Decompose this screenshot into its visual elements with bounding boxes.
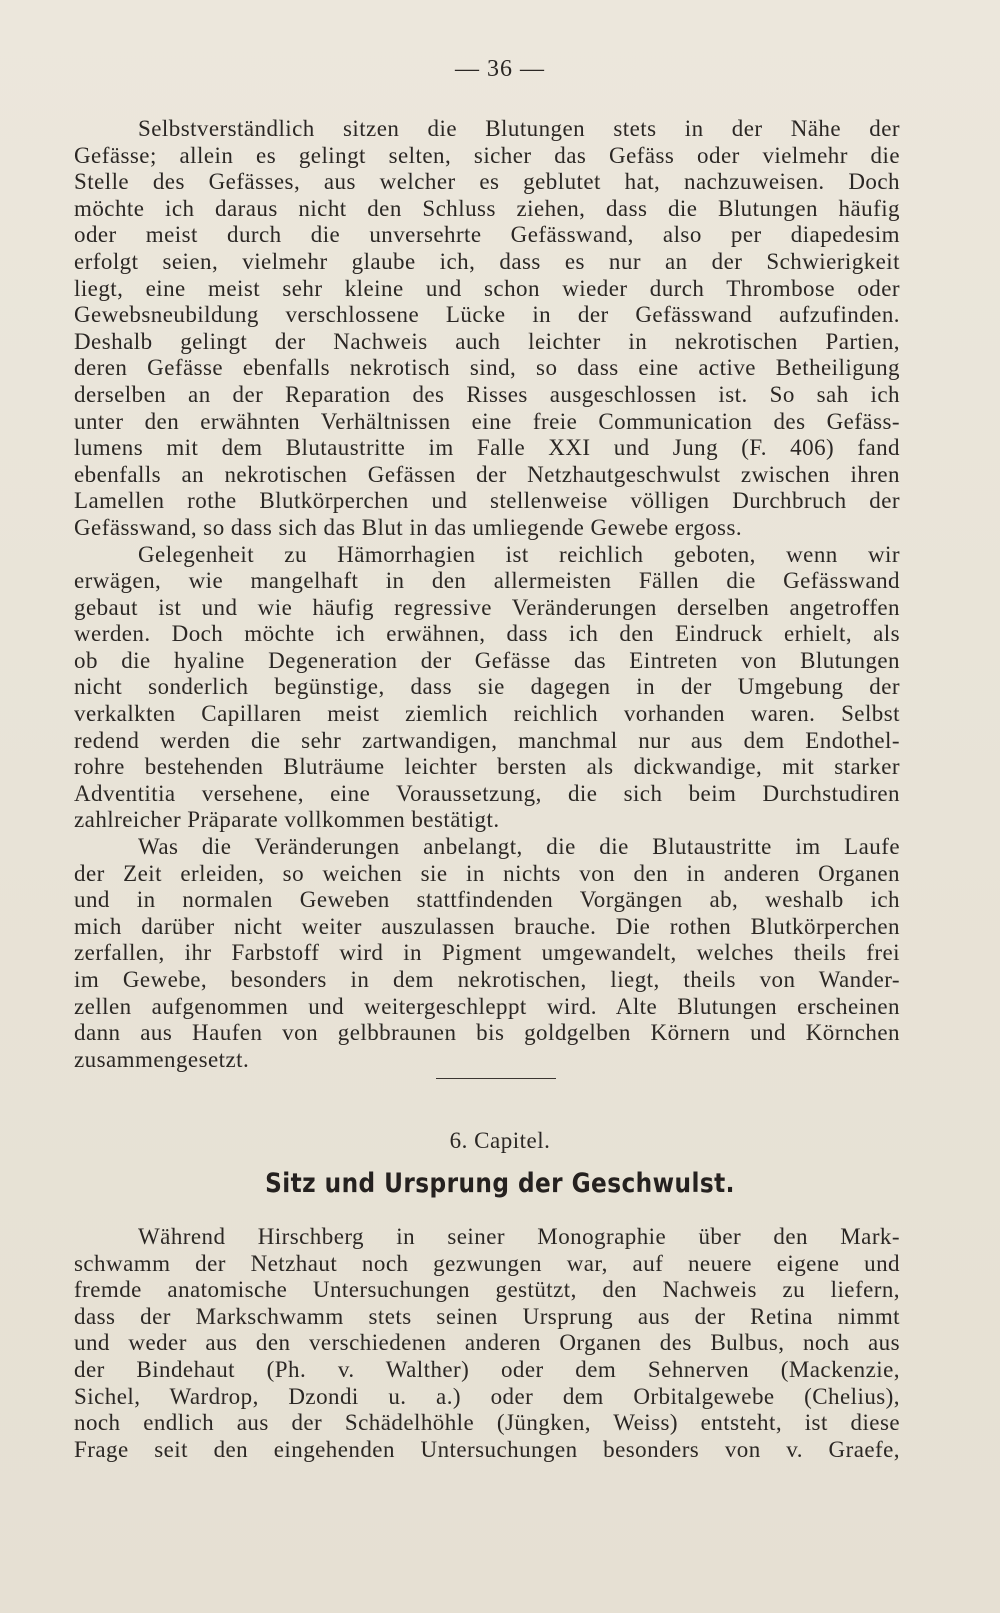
- text-line: Frage seit den eingehenden Untersuchungen besonders von v. Graefe,: [74, 1436, 900, 1462]
- text-line: redend werden die sehr zartwandigen, manchmal nur aus dem Endothel-: [74, 727, 900, 753]
- text-line: erwägen, wie mangelhaft in den allermeisten Fällen die Gefässwand: [74, 568, 900, 594]
- text-line: rohre bestehenden Bluträume leichter bersten als dickwandige, mit starker: [74, 754, 900, 780]
- text-line: und in normalen Geweben stattfindenden Vorgängen ab, weshalb ich: [74, 887, 900, 913]
- text-line: gebaut ist und wie häufig regressive Veränderungen derselben angetroffen: [74, 594, 900, 620]
- text-line: nicht sonderlich begünstige, dass sie dagegen in der Umgebung der: [74, 674, 900, 700]
- text-line: liegt, eine meist sehr kleine und schon wieder durch Thrombose oder: [74, 275, 900, 301]
- text-line: Während Hirschberg in seiner Monographie über den Mark-: [138, 1224, 900, 1249]
- text-line: dass der Markschwamm stets seinen Ursprung aus der Retina nimmt: [74, 1303, 900, 1329]
- body-text-bottom: [74, 1224, 900, 1463]
- text-line: Gefässe; allein es gelingt selten, sicher das Gefäss oder vielmehr die: [74, 142, 900, 168]
- paragraph-1: [74, 116, 900, 542]
- paragraph-2: [74, 542, 900, 835]
- text-line: ob die hyaline Degeneration der Gefässe das Eintreten von Blutungen: [74, 647, 900, 673]
- text-line: schwamm der Netzhaut noch gezwungen war, auf neuere eigene und: [74, 1250, 900, 1276]
- text-line: zahlreicher Präparate vollkommen bestätigt.: [74, 807, 500, 833]
- text-line: Selbstverständlich sitzen die Blutungen stets in der Nähe der: [138, 116, 900, 141]
- text-line: noch endlich aus der Schädelhöhle (Jüngken, Weiss) entsteht, ist diese: [74, 1410, 900, 1436]
- text-line: Adventitia versehene, eine Voraussetzung, die sich beim Durchstudiren: [74, 780, 900, 806]
- text-line: fremde anatomische Untersuchungen gestützt, den Nachweis zu liefern,: [74, 1277, 900, 1303]
- text-line: deren Gefässe ebenfalls nekrotisch sind, so dass eine active Betheiligung: [74, 355, 900, 381]
- text-line: lumens mit dem Blutaustritte im Falle XXI und Jung (F. 406) fand: [74, 435, 900, 461]
- text-line: Gefässwand, so dass sich das Blut in das umliegende Gewebe ergoss.: [74, 514, 743, 540]
- text-line: werden. Doch möchte ich erwähnen, dass ich den Eindruck erhielt, als: [74, 621, 900, 647]
- text-line: Stelle des Gefässes, aus welcher es geblutet hat, nachzuweisen. Doch: [74, 169, 900, 195]
- paragraph-3: [74, 834, 900, 1073]
- paragraph-4: [74, 1224, 900, 1463]
- text-line: dann aus Haufen von gelbbraunen bis goldgelben Körnern und Körnchen: [74, 1020, 900, 1046]
- text-line: Gelegenheit zu Hämorrhagien ist reichlich geboten, wenn wir: [138, 541, 900, 567]
- chapter-title: Sitz und Ursprung der Geschwulst.: [265, 1168, 735, 1199]
- text-line: der Zeit erleiden, so weichen sie in nichts von den in anderen Organen: [74, 860, 900, 886]
- text-line: zellen aufgenommen und weitergeschleppt wird. Alte Blutungen erscheinen: [74, 993, 900, 1019]
- text-line: oder meist durch die unversehrte Gefässwand, also per diapedesim: [74, 222, 900, 248]
- text-line: möchte ich daraus nicht den Schluss ziehen, dass die Blutungen häufig: [74, 195, 900, 221]
- body-text-top: [74, 116, 900, 1073]
- text-line: im Gewebe, besonders in dem nekrotischen, liegt, theils von Wander-: [74, 967, 900, 992]
- text-line: verkalkten Capillaren meist ziemlich reichlich vorhanden waren. Selbst: [74, 701, 900, 727]
- chapter-label: 6. Capitel.: [449, 1128, 551, 1153]
- text-line: Lamellen rothe Blutkörperchen und stellenweise völligen Durchbruch der: [74, 488, 900, 514]
- text-line: unter den erwähnten Verhältnissen eine freie Communication des Gefäss-: [74, 408, 900, 434]
- text-line: derselben an der Reparation des Risses ausgeschlossen ist. So sah ich: [74, 381, 900, 407]
- text-line: zusammengesetzt.: [74, 1046, 250, 1072]
- section-divider: [436, 1078, 556, 1079]
- text-line: Sichel, Wardrop, Dzondi u. a.) oder dem Orbitalgewebe (Chelius),: [74, 1383, 900, 1409]
- text-line: Was die Veränderungen anbelangt, die die Blutaustritte im Laufe: [138, 834, 900, 860]
- text-line: Gewebsneubildung verschlossene Lücke in der Gefässwand aufzufinden.: [74, 302, 900, 328]
- text-line: der Bindehaut (Ph. v. Walther) oder dem Sehnerven (Mackenzie,: [74, 1356, 900, 1382]
- text-line: erfolgt seien, vielmehr glaube ich, dass es nur an der Schwierigkeit: [74, 248, 900, 274]
- text-line: mich darüber nicht weiter auszulassen brauche. Die rothen Blutkörperchen: [74, 913, 900, 939]
- page-number: — 36 —: [455, 56, 545, 82]
- text-line: und weder aus den verschiedenen anderen Organen des Bulbus, noch aus: [74, 1330, 900, 1356]
- text-line: zerfallen, ihr Farbstoff wird in Pigment umgewandelt, welches theils frei: [74, 940, 900, 966]
- text-line: Deshalb gelingt der Nachweis auch leichter in nekrotischen Partien,: [74, 328, 900, 354]
- text-line: ebenfalls an nekrotischen Gefässen der Netzhautgeschwulst zwischen ihren: [74, 461, 900, 487]
